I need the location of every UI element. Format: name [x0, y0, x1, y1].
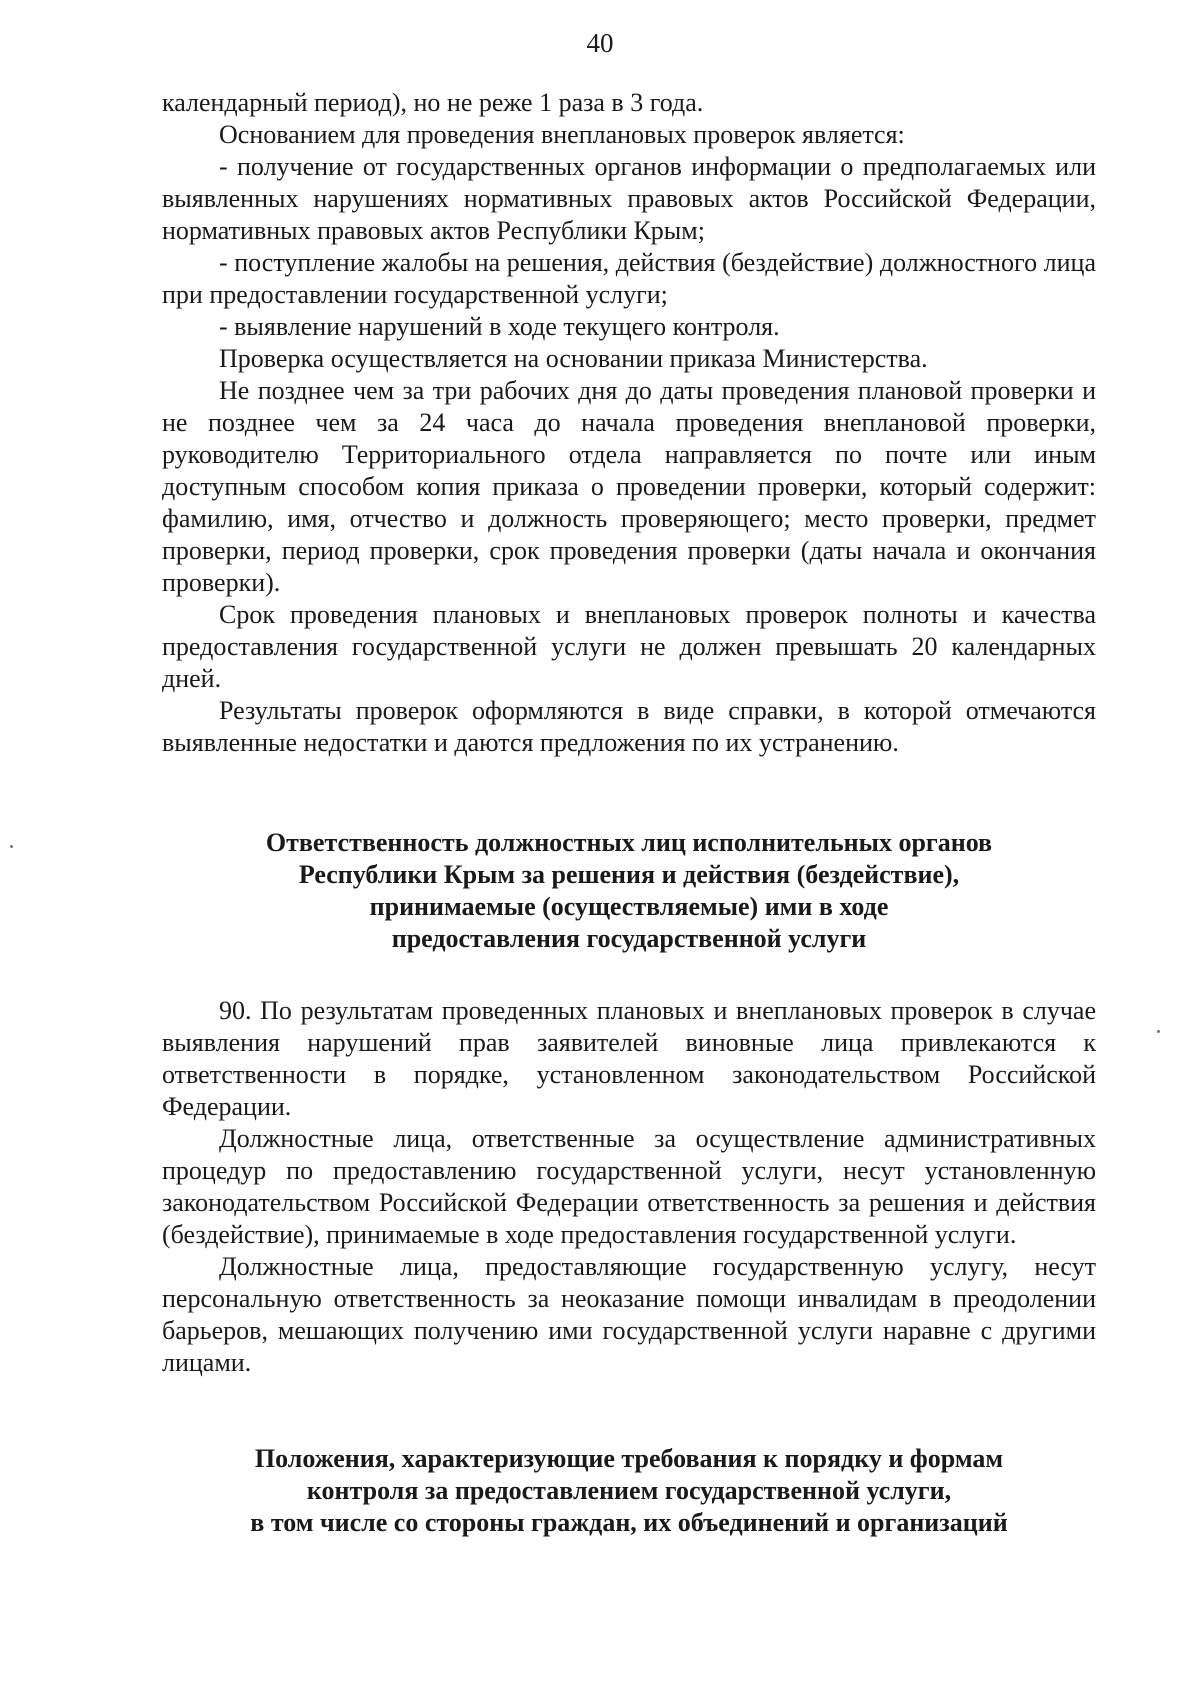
scan-speck [10, 845, 13, 848]
heading-line: принимаемые (осуществляемые) ими в ходе [369, 892, 889, 921]
paragraph: 90. По результатам проведенных плановых и внеплановых проверок в случае выявления нарушений прав заявителей виновные лица привлекаются к ответственности в порядке, установленном законодательством Российской Федерации. [162, 996, 1096, 1121]
paragraph: Срок проведения плановых и внеплановых проверок полноты и качества предоставления государственной услуги не должен превышать 20 календарных дней. [162, 600, 1096, 693]
heading-line: предоставления государственной услуги [391, 924, 867, 953]
list-item: - получение от государственных органов информации о предполагаемых или выявленных нарушениях нормативных правовых актов Российской Федерации, нормативных правовых актов Республики Крым; [162, 152, 1096, 245]
list-item: - поступление жалобы на решения, действия (бездействие) должностного лица при предоставлении государственной услуги; [162, 248, 1096, 309]
section-heading-control-provisions [162, 1443, 1096, 1539]
paragraph: Основанием для проведения внеплановых проверок является: [219, 120, 905, 149]
text-block-responsibility [162, 995, 1096, 1379]
text-block-inspections [162, 87, 1096, 759]
page-number: 40 [586, 28, 614, 58]
heading-line: в том числе со стороны граждан, их объединений и организаций [250, 1508, 1008, 1537]
heading-line: Республики Крым за решения и действия (бездействие), [298, 860, 960, 889]
scan-speck [1157, 1030, 1160, 1033]
paragraph: Должностные лица, ответственные за осуществление административных процедур по предоставлению государственной услуги, несут установленную законодательством Российской Федерации ответственность за решения и действия (бездействие), принимаемые в ходе предоставления государственной услуги. [162, 1124, 1096, 1249]
heading-line: Положения, характеризующие требования к порядку и формам [254, 1444, 1004, 1473]
paragraph: Не позднее чем за три рабочих дня до даты проведения плановой проверки и не позднее чем за 24 часа до начала проведения внеплановой проверки, руководителю Территориального отдела направляется по почте или иным доступным способом копия приказа о проведении проверки, который содержит: фамилию, имя, отчество и должность проверяющего; место проверки, предмет проверки, период проверки, срок проведения проверки (даты начала и окончания проверки). [162, 376, 1096, 597]
list-item: - выявление нарушений в ходе текущего контроля. [219, 312, 780, 341]
paragraph: календарный период), но не реже 1 раза в 3 года. [162, 88, 704, 117]
paragraph: Проверка осуществляется на основании приказа Министерства. [219, 344, 928, 373]
heading-line: контроля за предоставлением государственной услуги, [306, 1476, 952, 1505]
section-heading-responsibility [162, 827, 1096, 955]
paragraph: Должностные лица, предоставляющие государственную услугу, несут персональную ответственность за неоказание помощи инвалидам в преодолении барьеров, мешающих получению ими государственной услуги наравне с другими лицами. [162, 1252, 1096, 1377]
heading-line: Ответственность должностных лиц исполнительных органов [265, 828, 993, 857]
paragraph: Результаты проверок оформляются в виде справки, в которой отмечаются выявленные недостатки и даются предложения по их устранению. [162, 696, 1096, 757]
